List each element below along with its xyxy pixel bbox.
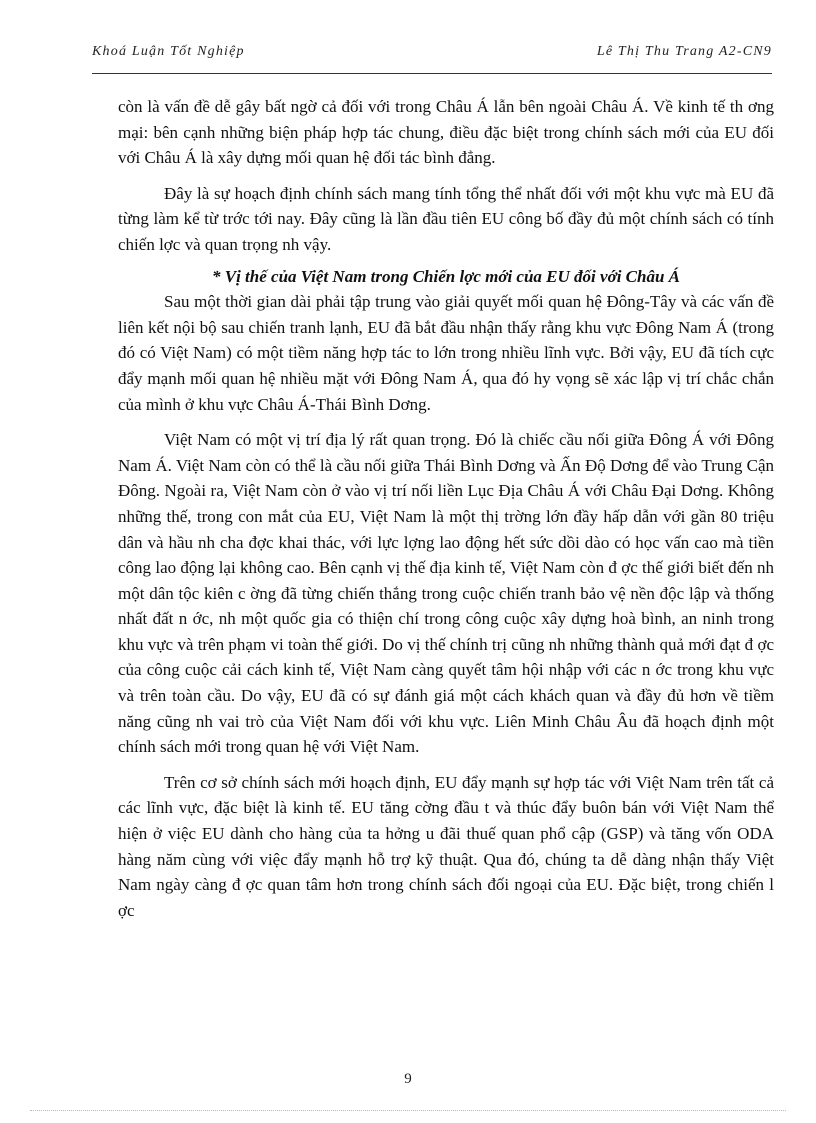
section-heading: * Vị thế của Việt Nam trong Chiến lợc mới của EU đối với Châu Á — [211, 266, 680, 286]
header-thesis-title: Khoá Luận Tốt Nghiệp — [92, 44, 245, 59]
paragraph: còn là vấn đề dễ gây bất ngờ cả đối với trong Châu Á lẫn bên ngoài Châu Á. Về kinh tế th ơng mại: bên cạnh những biện pháp hợp tác chung, điều đặc biệt trong chính sách mới của EU đối với Châu Á là xây dựng mối quan hệ đối tác bình đẳng. — [118, 97, 774, 168]
paragraph: Đây là sự hoạch định chính sách mang tính tổng thể nhất đối với một khu vực mà EU đã từng làm kể từ trớc tới nay. Đây cũng là lần đầu tiên EU công bố đầy đủ một chính sách có tính chiến lợc và quan trọng nh vậy. — [118, 183, 774, 254]
paragraph: Sau một thời gian dài phải tập trung vào giải quyết mối quan hệ Đông-Tây và các vấn đề liên kết nội bộ sau chiến tranh lạnh, EU đã bắt đầu nhận thấy rằng khu vực Đông Nam Á (trong đó có Việt Nam) có một tiềm năng hợp tác to lớn trong nhiều lĩnh vực. Bởi vậy, EU đã tích cực đẩy mạnh mối quan hệ nhiều mặt với Đông Nam Á, qua đó hy vọng sẽ xác lập vị trí chắc chắn của mình ở khu vực Châu Á-Thái Bình Dơng. — [118, 292, 774, 414]
header-author: Lê Thị Thu Trang A2-CN9 — [596, 44, 772, 59]
page-number: 9 — [404, 1071, 412, 1087]
header-divider — [92, 73, 772, 74]
paragraph: Việt Nam có một vị trí địa lý rất quan trọng. Đó là chiếc cầu nối giữa Đông Á với Đông Nam Á. Việt Nam còn có thể là cầu nối giữa Thái Bình Dơng và Ấn Độ Dơng để vào Trung Cận Đông. Ngoài ra, Việt Nam còn ở vào vị trí nối liền Lục Địa Châu Á với Châu Đại Dơng. Không những thế, trong con mắt của EU, Việt Nam là một thị trờng lớn đầy hấp dẫn với gần 80 triệu dân và hầu nh cha đợc khai thác, với lực lợng lao động hết sức dồi dào có học vấn cao mà tiền công lao động lại không cao. Bên cạnh vị thế địa kinh tế, Việt Nam còn đ ợc thế giới biết đến nh một dân tộc kiên c ờng đã từng chiến thắng trong cuộc chiến tranh bảo vệ nền độc lập và thống nhất đất n ớc, nh một quốc gia có thiện chí trong công cuộc xây dựng hoà bình, an ninh trong khu vực và trên phạm vi toàn thế giới. Do vị thế chính trị cũng nh những thành quả mới đạt đ ợc của công cuộc cải cách kinh tế, Việt Nam càng quyết tâm hội nhập với các n ớc trong khu vực và trên toàn cầu. Do vậy, EU đã có sự đánh giá một cách khách quan và đầy đủ hơn về tiềm năng cũng nh vai trò của Việt Nam đối với khu vực. Liên Minh Châu Âu đã hoạch định một chính sách mới trong quan hệ với Việt Nam. — [118, 430, 774, 757]
footer-divider — [30, 1110, 786, 1111]
body-text — [118, 94, 774, 923]
paragraph: Trên cơ sở chính sách mới hoạch định, EU đẩy mạnh sự hợp tác với Việt Nam trên tất cả các lĩnh vực, đặc biệt là kinh tế. EU tăng cờng đầu t và thúc đẩy buôn bán với Việt Nam thể hiện ở việc EU dành cho hàng của ta hởng u đãi thuế quan phổ cập (GSP) và tăng vốn ODA hàng năm cùng với việc đẩy mạnh hỗ trợ kỹ thuật. Qua đó, chúng ta dễ dàng nhận thấy Việt Nam ngày càng đ ợc quan tâm hơn trong chính sách đối ngoại của EU. Đặc biệt, trong chiến l ợc — [118, 772, 774, 920]
page-header — [92, 44, 772, 66]
